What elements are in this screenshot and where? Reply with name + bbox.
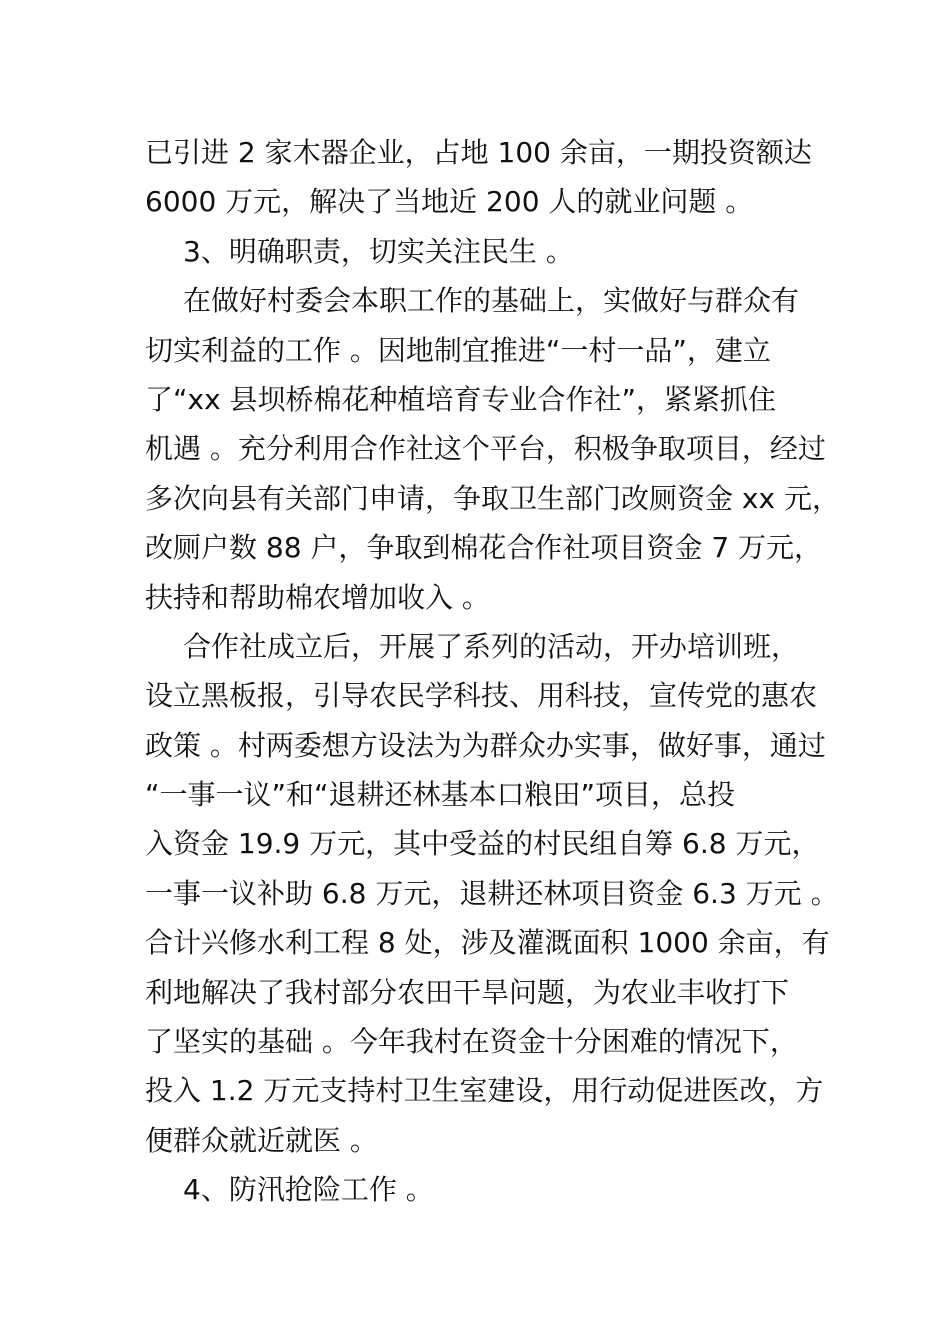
- text-line: 6000 万元，解决了当地近 200 人的就业问题 。: [145, 185, 754, 219]
- text-line: 改厕户数 88 户，争取到棉花合作社项目资金 7 万元，: [145, 531, 823, 565]
- section-heading: 4、防汛抢险工作 。: [183, 1173, 434, 1207]
- text-line: 切实利益的工作 。因地制宜推进“一村一品”，建立: [145, 333, 771, 367]
- paragraph-start: 合作社成立后，开展了系列的活动，开办培训班，: [183, 629, 800, 663]
- text-line: 设立黑板报，引导农民学科技、用科技，宣传党的惠农: [145, 679, 818, 713]
- text-line: 政策 。村两委想方设法为为群众办实事，做好事，通过: [145, 728, 826, 762]
- text-line: 合计兴修水利工程 8 处，涉及灌溉面积 1000 余亩，有: [145, 926, 830, 960]
- text-line: 利地解决了我村部分农田干旱问题，为农业丰收打下: [145, 975, 790, 1009]
- text-line: 投入 1.2 万元支持村卫生室建设，用行动促进医改，方: [145, 1074, 824, 1108]
- paragraph-start: 在做好村委会本职工作的基础上，实做好与群众有: [183, 284, 800, 318]
- section-heading: 3、明确职责，切实关注民生 。: [183, 234, 574, 268]
- text-line: 了“xx 县坝桥棉花种植培育专业合作社”，紧紧抓住: [145, 382, 777, 416]
- document-body: [145, 128, 840, 1215]
- text-line: 机遇 。充分利用合作社这个平台，积极争取项目，经过: [145, 432, 826, 466]
- text-line: 已引进 2 家木器企业，占地 100 余亩，一期投资额达: [145, 136, 812, 169]
- text-line: “一事一议”和“退耕还林基本口粮田”项目，总投: [145, 778, 736, 812]
- text-line: 扶持和帮助棉农增加收入 。: [145, 580, 490, 614]
- text-line: 一事一议补助 6.8 万元，退耕还林项目资金 6.3 万元 。: [145, 876, 839, 910]
- text-line: 多次向县有关部门申请，争取卫生部门改厕资金 xx 元，: [145, 481, 840, 515]
- text-line: 便群众就近就医 。: [145, 1123, 378, 1157]
- text-line: 了坚实的基础 。今年我村在资金十分困难的情况下，: [145, 1025, 798, 1059]
- text-line: 入资金 19.9 万元，其中受益的村民组自筹 6.8 万元，: [145, 827, 820, 861]
